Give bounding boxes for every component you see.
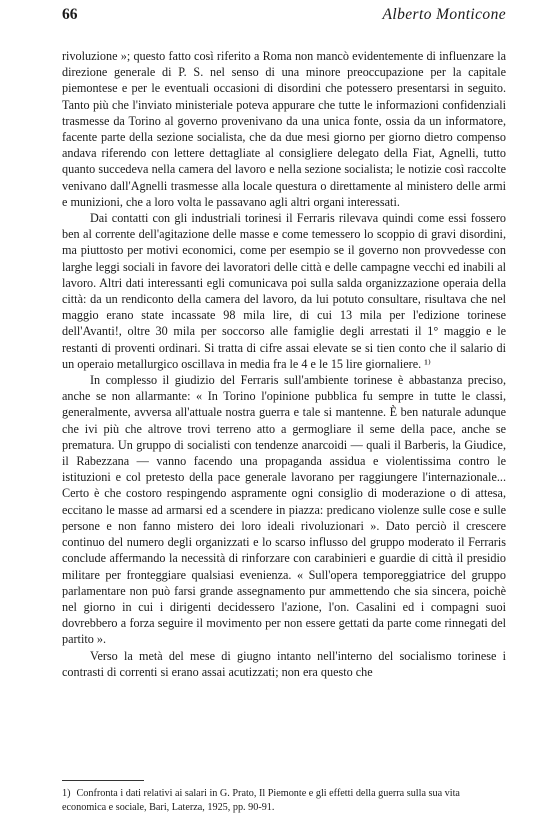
footnote-text: Confronta i dati relativi ai salari in G. Prato, Il Piemonte e gli effetti della guerra sulla sua vita economica e sociale, Bari, Laterza, 1925, pp. 90-91. <box>62 788 460 813</box>
paragraph: Dai contatti con gli industriali torinesi il Ferraris rilevava quindi come essi fossero ben al corrente dell'agitazione delle masse e come temessero lo scoppio di gravi disordini, ma piuttosto per motivi economici, come per esempio se il governo non provvedesse con larghe leggi sociali in favore dei lavoratori delle città e delle campagne vecchi ed inabili al lavoro. Altri dati interessanti egli comunicava poi sulla salda organizzazione operaia della città: da un rendiconto della camera del lavoro, da lui potuto consultare, risultava che nel maggio erano state incassate 98 mila lire, di cui 13 mila per l'edizione torinese dell'Avanti!, oltre 30 mila per soccorso alle famiglie degli arrestati il 1° maggio e le restanti di proventi ordinari. Si tratta di cifre assai elevate se si tien conto che il salario di un operaio metallurgico oscillava in media fra le 4 e le 15 lire giornaliere. ¹⁾ <box>62 211 506 371</box>
footnote-mark: 1) <box>62 788 71 799</box>
paragraph: Verso la metà del mese di giugno intanto nell'interno del socialismo torinese i contrasti di correnti si erano assai acutizzati; non era questo che <box>62 648 506 679</box>
footnote <box>62 787 506 815</box>
running-head-author: Alberto Monticone <box>382 6 506 23</box>
page-number: 66 <box>62 6 78 23</box>
page-header <box>62 6 506 28</box>
paragraph: In complesso il giudizio del Ferraris sull'ambiente torinese è abbastanza preciso, anche se non allarmante: « In Torino l'opinione pubblica fu sempre in tutte le classi, generalmente, avversa all'attuale nostra guerra e tale si mantenne. È ben naturale adunque che ivi più che altrove trovi terreno atto a germogliare il seme della pace, anche se prematura. Un gruppo di socialisti con tendenze anarcoidi — quali il Barberis, la Giudice, il Rabezzana — vanno facendo una propaganda assidua e violentissima contro le istituzioni e col pretesto della pace generale lavorano per raggiungere l'internazionale... Certo è che costoro respingendo aspramente ogni consiglio di moderazione o di attesa, eccitano le masse ad armarsi ed a scendere in piazza: predicano violenze sulle cose e sulle persone e non fanno mistero dei loro ideali rivoluzionari ». Dato perciò il crescere continuo del numero degli organizzati e lo scarso influsso del gruppo moderato il Ferraris conclude affermando la necessità di rinforzare con carabinieri e guardie di città il presidio militare per fronteggiare qualsiasi evenienza. « Sull'opera temporeggiatrice del gruppo parlamentare non può farsi grande assegnamento pur ammettendo che sia sincera, poichè nel giorno in cui i dirigenti decidessero l'azione, l'on. Casalini ed i compagni suoi dovrebbero a forza seguire il movimento per non essere gettati da parte come rinnegati del partito ». <box>62 373 506 647</box>
body-text <box>62 48 506 680</box>
footnote-divider <box>62 780 144 781</box>
paragraph: rivoluzione »; questo fatto così riferito a Roma non mancò evidentemente di influenzare la direzione generale di P. S. nel senso di una minore preoccupazione per la capitale piemontese e per le eventuali occasioni di disordini che potessero presentarsi in seguito. Tanto più che l'inviato ministeriale poteva appurare che tutte le informazioni confidenziali trasmesse da Torino al governo provenivano da una unica fonte, ossia da un informatore, facente parte della sezione socialista, che da due mesi giorno per giorno dietro compenso andava riferendo con lettere dettagliate al consigliere delegato della Fiat, Agnelli, tutto quanto succedeva nella camera del lavoro e nella sezione socialista; le notizie così raccolte venivano dall'Agnelli trasmesse alla locale questura o direttamente al ministero delle armi e munizioni, che a loro volta le passavano agli altri organi interessati. <box>62 49 506 209</box>
